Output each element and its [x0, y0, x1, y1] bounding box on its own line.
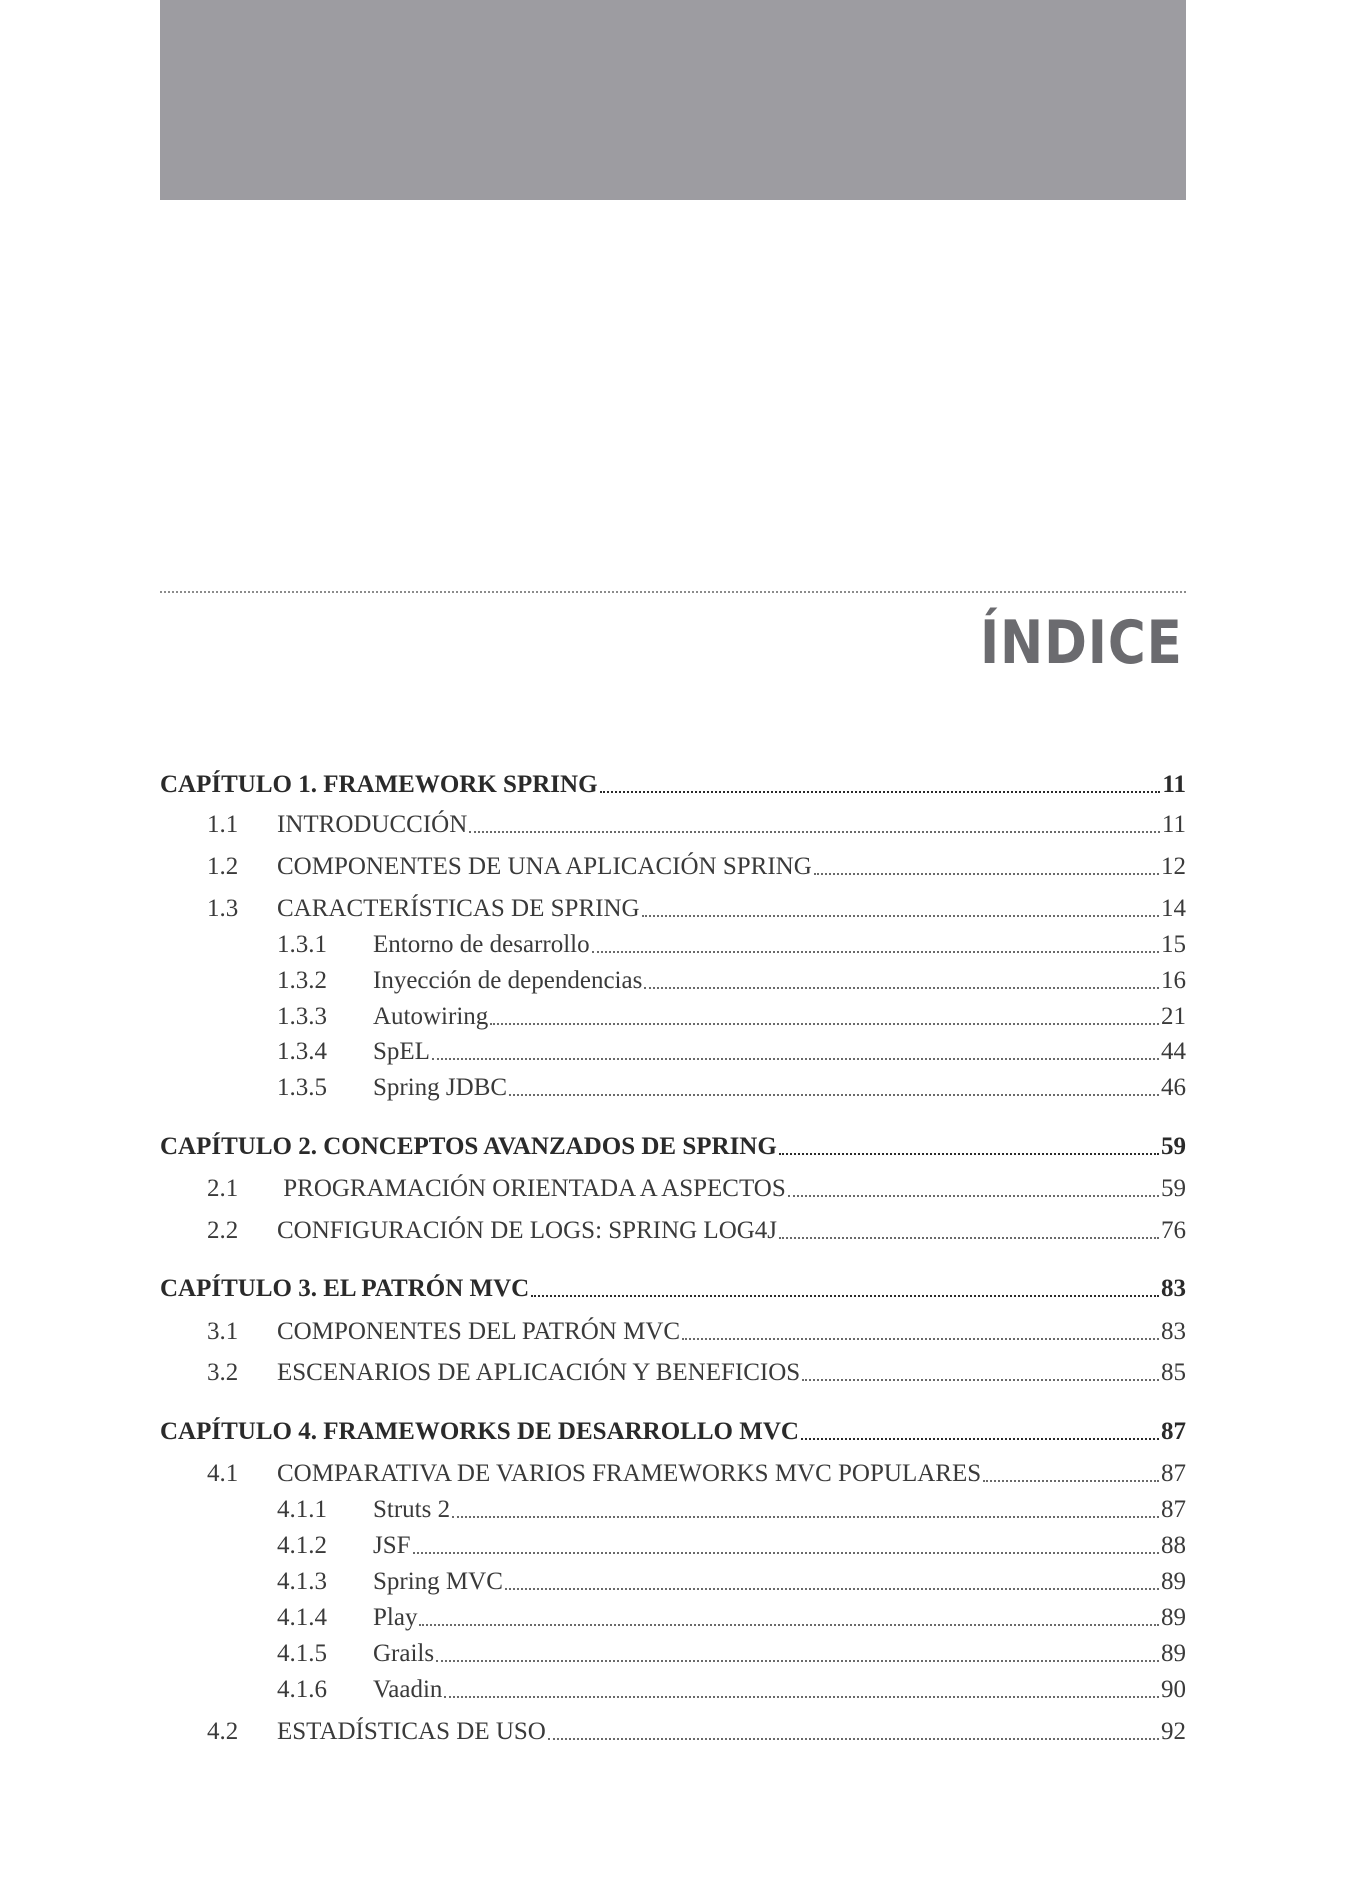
dot-leader	[592, 951, 1159, 953]
dotted-rule	[160, 591, 1186, 593]
page-title: ÍNDICE	[980, 608, 1183, 678]
toc-entry-page-number: 12	[1161, 853, 1186, 880]
toc-entry-number: 1.3.1	[277, 931, 327, 958]
toc-entry-number: 4.1.4	[277, 1604, 327, 1631]
toc-entry-page-number: 11	[1162, 771, 1186, 798]
toc-entry-number: 1.3.3	[277, 1003, 327, 1030]
toc-entry-number: 3.2	[207, 1359, 239, 1386]
toc-entry-title: COMPONENTES DE UNA APLICACIÓN SPRING	[277, 853, 812, 880]
toc-entry-title: PROGRAMACIÓN ORIENTADA A ASPECTOS	[277, 1175, 786, 1202]
toc-entry-number: 4.1.5	[277, 1640, 327, 1667]
toc-entry-number: 4.1	[207, 1460, 239, 1487]
toc-entry-number: 4.1.6	[277, 1676, 327, 1703]
toc-entry-page-number: 85	[1161, 1359, 1186, 1386]
toc-entry-title: Inyección de dependencias	[373, 967, 643, 994]
dot-leader	[801, 1438, 1159, 1440]
toc-entry[interactable]	[160, 1069, 1186, 1103]
dot-leader	[644, 987, 1159, 989]
toc-entry-title: JSF	[373, 1532, 411, 1559]
dot-leader	[413, 1552, 1159, 1554]
toc-entry-number: 1.3.2	[277, 967, 327, 994]
toc-entry-title: CAPÍTULO 4. FRAMEWORKS DE DESARROLLO MVC	[160, 1418, 799, 1445]
toc-entry-page-number: 92	[1161, 1718, 1186, 1745]
toc-entry-number: 4.1.2	[277, 1532, 327, 1559]
toc-entry-title: CONFIGURACIÓN DE LOGS: SPRING LOG4J	[277, 1217, 778, 1244]
toc-entry[interactable]	[160, 1212, 1186, 1246]
toc-entry[interactable]	[160, 1563, 1186, 1597]
toc-entry-title: SpEL	[373, 1038, 430, 1065]
dot-leader	[505, 1588, 1159, 1590]
toc-entry[interactable]	[160, 926, 1186, 960]
toc-entry[interactable]	[160, 1635, 1186, 1669]
toc-entry[interactable]	[160, 1455, 1186, 1489]
toc-entry[interactable]	[160, 1527, 1186, 1561]
toc-entry-page-number: 88	[1161, 1532, 1186, 1559]
toc-entry-title: CARACTERÍSTICAS DE SPRING	[277, 895, 640, 922]
dot-leader	[779, 1153, 1159, 1155]
toc-entry-page-number: 15	[1161, 931, 1186, 958]
toc-entry[interactable]	[160, 848, 1186, 882]
toc-entry-page-number: 21	[1161, 1003, 1186, 1030]
toc-entry-page-number: 59	[1161, 1175, 1186, 1202]
toc-entry-title: Grails	[373, 1640, 435, 1667]
toc-entry-page-number: 46	[1161, 1074, 1186, 1101]
toc-entry-page-number: 89	[1161, 1604, 1186, 1631]
dot-leader	[419, 1624, 1159, 1626]
dot-leader	[452, 1516, 1159, 1518]
toc-entry[interactable]	[160, 890, 1186, 924]
toc-entry-title: INTRODUCCIÓN	[277, 811, 468, 838]
dot-leader	[469, 831, 1160, 833]
toc-entry-title: CAPÍTULO 2. CONCEPTOS AVANZADOS DE SPRING	[160, 1133, 777, 1160]
toc-entry[interactable]	[160, 962, 1186, 996]
toc-entry-title: Vaadin	[373, 1676, 443, 1703]
toc-entry[interactable]	[160, 1033, 1186, 1067]
toc-entry[interactable]	[160, 1491, 1186, 1525]
dot-leader	[814, 873, 1159, 875]
toc-entry-page-number: 89	[1161, 1640, 1186, 1667]
toc-entry-page-number: 87	[1161, 1496, 1186, 1523]
toc-entry-title: Play	[373, 1604, 418, 1631]
dot-leader	[788, 1195, 1159, 1197]
toc-entry-title: Autowiring	[373, 1003, 489, 1030]
dot-leader	[490, 1023, 1159, 1025]
dot-leader	[779, 1237, 1159, 1239]
toc-entry-title: Struts 2	[373, 1496, 451, 1523]
toc-entry[interactable]	[160, 1313, 1186, 1347]
toc-entry-number: 2.2	[207, 1217, 239, 1244]
dot-leader	[432, 1058, 1159, 1060]
toc-entry-title: ESCENARIOS DE APLICACIÓN Y BENEFICIOS	[277, 1359, 801, 1386]
toc-entry-page-number: 90	[1161, 1676, 1186, 1703]
dot-leader	[983, 1480, 1159, 1482]
toc-entry[interactable]	[160, 1713, 1186, 1747]
toc-entry-number: 1.2	[207, 853, 239, 880]
toc-entry[interactable]	[160, 1170, 1186, 1204]
toc-entry-page-number: 89	[1161, 1568, 1186, 1595]
toc-chapter-entry[interactable]	[160, 1128, 1186, 1162]
dot-leader	[600, 791, 1161, 793]
toc-entry-number: 2.1	[207, 1175, 239, 1202]
toc-chapter-entry[interactable]	[160, 766, 1186, 800]
toc-entry-number: 1.1	[207, 811, 239, 838]
toc-entry-title: CAPÍTULO 1. FRAMEWORK SPRING	[160, 771, 598, 798]
toc-entry-page-number: 83	[1161, 1275, 1186, 1302]
toc-entry-number: 1.3	[207, 895, 239, 922]
toc-entry-page-number: 16	[1161, 967, 1186, 994]
toc-entry-title: COMPARATIVA DE VARIOS FRAMEWORKS MVC POPULARES	[277, 1460, 982, 1487]
toc-entry[interactable]	[160, 1354, 1186, 1388]
dot-leader	[509, 1094, 1159, 1096]
toc-entry-number: 1.3.4	[277, 1038, 327, 1065]
toc-entry-page-number: 59	[1161, 1133, 1186, 1160]
dot-leader	[531, 1295, 1159, 1297]
dot-leader	[444, 1696, 1159, 1698]
toc-entry[interactable]	[160, 1599, 1186, 1633]
toc-entry-number: 3.1	[207, 1318, 239, 1345]
toc-entry-page-number: 11	[1161, 811, 1186, 838]
toc-chapter-entry[interactable]	[160, 1413, 1186, 1447]
toc-entry[interactable]	[160, 998, 1186, 1032]
toc-entry[interactable]	[160, 1671, 1186, 1705]
dot-leader	[436, 1660, 1159, 1662]
toc-entry-title: Entorno de desarrollo	[373, 931, 590, 958]
toc-chapter-entry[interactable]	[160, 1270, 1186, 1304]
dot-leader	[802, 1379, 1159, 1381]
toc-entry-page-number: 76	[1161, 1217, 1186, 1244]
toc-entry-page-number: 44	[1161, 1038, 1186, 1065]
toc-entry-title: Spring JDBC	[373, 1074, 508, 1101]
toc-entry-page-number: 14	[1161, 895, 1186, 922]
toc-entry-title: ESTADÍSTICAS DE USO	[277, 1718, 546, 1745]
dot-leader	[642, 915, 1159, 917]
toc-entry-number: 4.1.3	[277, 1568, 327, 1595]
toc-entry-page-number: 83	[1161, 1318, 1186, 1345]
toc-entry-number: 4.1.1	[277, 1496, 327, 1523]
dot-leader	[548, 1738, 1159, 1740]
toc-entry-page-number: 87	[1161, 1418, 1186, 1445]
toc-entry-page-number: 87	[1161, 1460, 1186, 1487]
dot-leader	[682, 1338, 1159, 1340]
toc-entry-number: 1.3.5	[277, 1074, 327, 1101]
toc-entry-title: CAPÍTULO 3. EL PATRÓN MVC	[160, 1275, 530, 1302]
header-band	[160, 0, 1186, 200]
toc-entry-number: 4.2	[207, 1718, 239, 1745]
toc-entry-title: Spring MVC	[373, 1568, 503, 1595]
toc-entry[interactable]	[160, 806, 1186, 840]
toc-entry-title: COMPONENTES DEL PATRÓN MVC	[277, 1318, 681, 1345]
